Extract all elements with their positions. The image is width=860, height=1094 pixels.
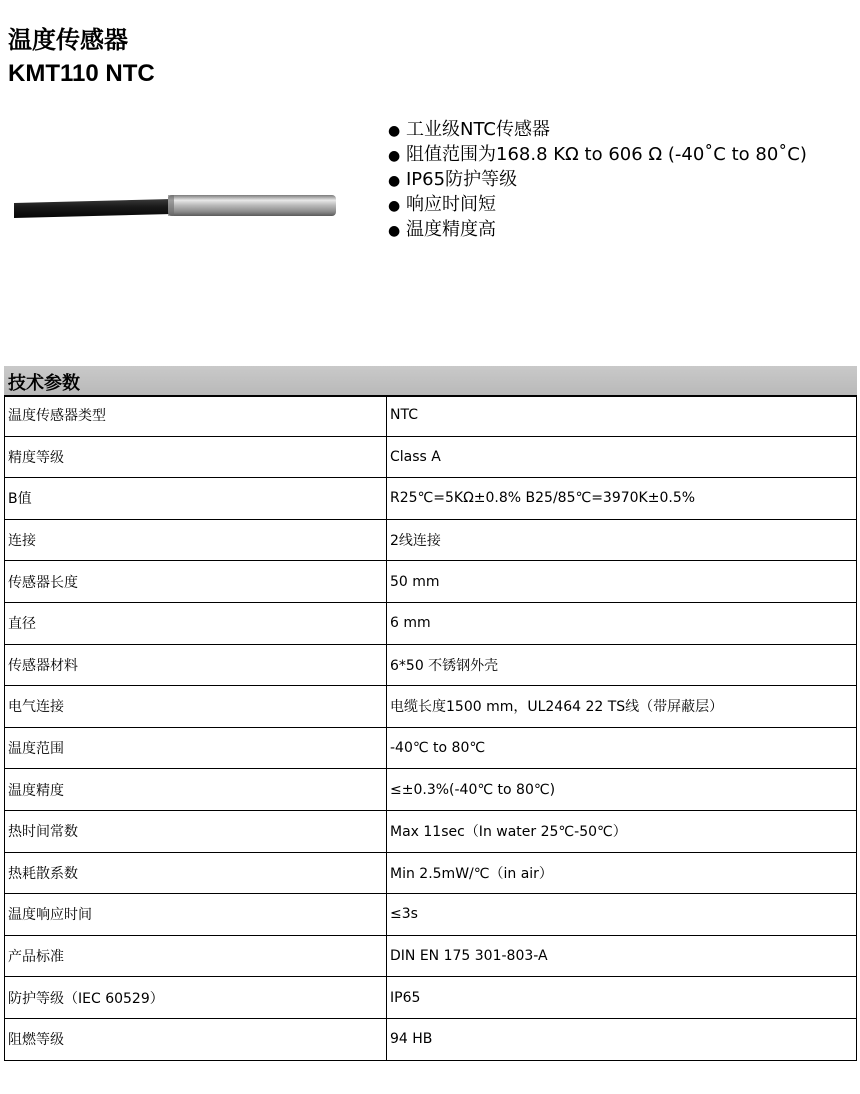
spec-value: R25℃=5KΩ±0.8% B25/85℃=3970K±0.5% xyxy=(387,478,857,520)
table-row xyxy=(5,602,857,644)
table-row xyxy=(5,852,857,894)
page-title: 温度传感器 xyxy=(8,26,128,54)
spec-label: 温度精度 xyxy=(5,769,387,811)
spec-value: Max 11sec（In water 25℃-50℃） xyxy=(387,810,857,852)
spec-label: 热时间常数 xyxy=(5,810,387,852)
spec-label: 连接 xyxy=(5,519,387,561)
spec-value: 94 HB xyxy=(387,1018,857,1060)
spec-label: 防护等级（IEC 60529） xyxy=(5,977,387,1019)
spec-label: 温度响应时间 xyxy=(5,894,387,936)
section-title: 技术参数 xyxy=(8,373,80,394)
table-row xyxy=(5,644,857,686)
spec-label: 传感器材料 xyxy=(5,644,387,686)
specs-table xyxy=(4,395,857,1061)
spec-label: 电气连接 xyxy=(5,686,387,728)
table-row xyxy=(5,1018,857,1060)
spec-value: -40℃ to 80℃ xyxy=(387,727,857,769)
specs-section-header xyxy=(4,366,857,397)
ntc-probe-icon xyxy=(12,188,342,228)
table-row xyxy=(5,977,857,1019)
spec-label: 产品标准 xyxy=(5,935,387,977)
spec-value: 6 mm xyxy=(387,602,857,644)
spec-value: DIN EN 175 301-803-A xyxy=(387,935,857,977)
spec-value: NTC xyxy=(387,395,857,436)
table-row xyxy=(5,727,857,769)
bullet-icon: ● xyxy=(388,198,401,214)
bullet-icon: ● xyxy=(388,148,401,164)
list-item: ● 工业级NTC传感器 xyxy=(388,118,807,143)
feature-list xyxy=(388,118,807,243)
spec-label: 精度等级 xyxy=(5,436,387,478)
table-row xyxy=(5,395,857,436)
list-item: ● 响应时间短 xyxy=(388,193,807,218)
spec-value: 2线连接 xyxy=(387,519,857,561)
spec-label: 传感器长度 xyxy=(5,561,387,603)
table-row xyxy=(5,561,857,603)
table-row xyxy=(5,894,857,936)
spec-value: Class A xyxy=(387,436,857,478)
table-row xyxy=(5,935,857,977)
spec-value: 50 mm xyxy=(387,561,857,603)
spec-label: 温度范围 xyxy=(5,727,387,769)
bullet-icon: ● xyxy=(388,123,401,139)
spec-value: ≤±0.3%(-40℃ to 80℃) xyxy=(387,769,857,811)
spec-label: B值 xyxy=(5,478,387,520)
table-row xyxy=(5,519,857,561)
table-row xyxy=(5,478,857,520)
list-item: ● 阻值范围为168.8 KΩ to 606 Ω (-40˚C to 80˚C) xyxy=(388,143,807,168)
spec-value: 电缆长度1500 mm，UL2464 22 TS线（带屏蔽层） xyxy=(387,686,857,728)
table-row xyxy=(5,436,857,478)
table-row xyxy=(5,769,857,811)
spec-value: ≤3s xyxy=(387,894,857,936)
spec-label: 直径 xyxy=(5,602,387,644)
bullet-icon: ● xyxy=(388,173,401,189)
table-row xyxy=(5,686,857,728)
table-row xyxy=(5,810,857,852)
spec-value: IP65 xyxy=(387,977,857,1019)
list-item: ● 温度精度高 xyxy=(388,218,807,243)
product-model: KMT110 NTC xyxy=(8,60,155,87)
spec-label: 阻燃等级 xyxy=(5,1018,387,1060)
spec-value: Min 2.5mW/℃（in air） xyxy=(387,852,857,894)
bullet-icon: ● xyxy=(388,223,401,239)
spec-label: 温度传感器类型 xyxy=(5,395,387,436)
spec-label: 热耗散系数 xyxy=(5,852,387,894)
list-item: ● IP65防护等级 xyxy=(388,168,807,193)
spec-value: 6*50 不锈钢外壳 xyxy=(387,644,857,686)
